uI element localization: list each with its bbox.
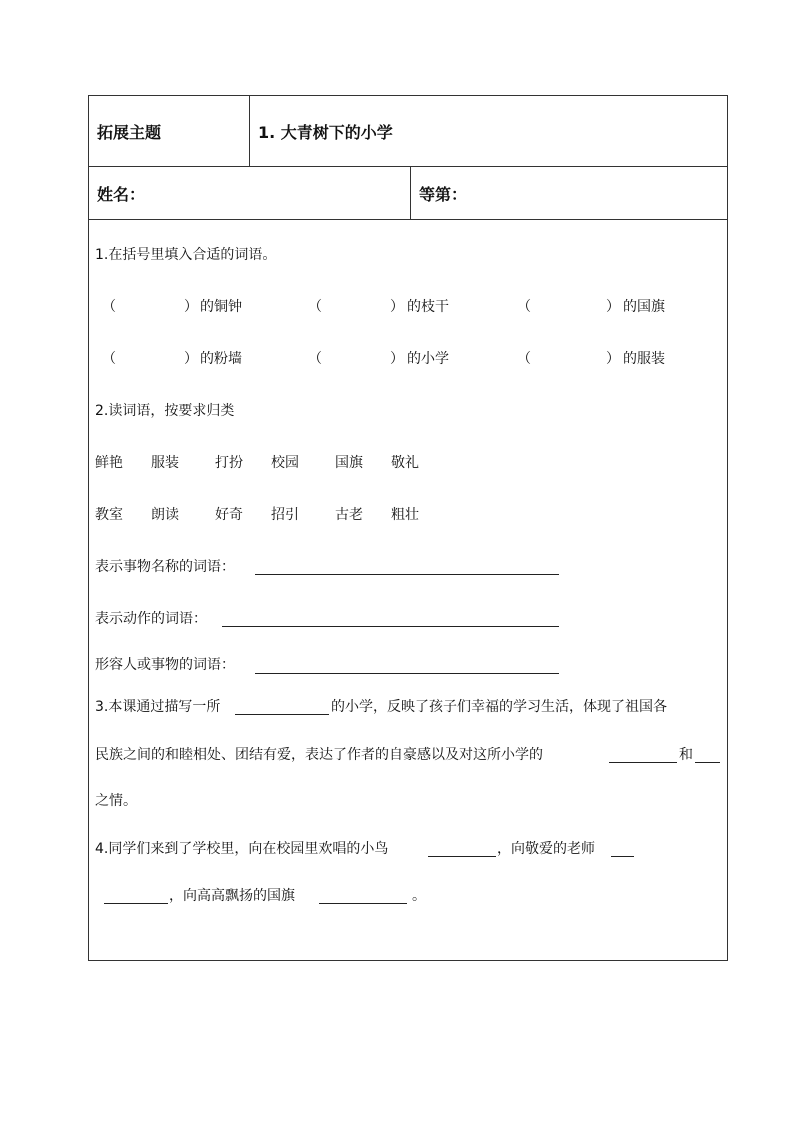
q3-text: 民族之间的和睦相处、团结有爱，表达了作者的自豪感以及对这所小学的 (95, 747, 543, 763)
q2-descr-blank[interactable] (255, 673, 559, 674)
q2-actions-blank[interactable] (222, 626, 559, 627)
q2-word: 好奇 (215, 507, 243, 523)
q1-close-paren: ） (184, 351, 198, 367)
q2-word: 招引 (271, 507, 299, 523)
q2-names-label: 表示事物名称的词语： (95, 559, 235, 575)
q1-open-paren: （ (517, 299, 531, 315)
q1-close-paren: ） (390, 351, 404, 367)
q2-word: 鲜艳 (95, 455, 123, 471)
q2-word: 校园 (271, 455, 299, 471)
q2-word: 粗壮 (391, 507, 419, 523)
q1-open-paren: （ (102, 299, 116, 315)
q2-names-blank[interactable] (255, 574, 559, 575)
q3-text: 和 (679, 747, 693, 763)
name-label: 姓名： (97, 185, 146, 204)
worksheet-table (88, 95, 728, 961)
q1-item-6: 的服装 (623, 351, 665, 367)
q3-blank-1[interactable] (235, 714, 329, 715)
q4-blank-3[interactable] (319, 903, 407, 904)
q1-item-2: 的枝干 (407, 299, 449, 315)
q1-item-4: 的粉墙 (200, 351, 242, 367)
q1-close-paren: ） (184, 299, 198, 315)
q2-descr-label: 形容人或事物的词语： (95, 657, 235, 673)
q1-item-5: 的小学 (407, 351, 449, 367)
q4-text: 4.同学们来到了学校里，向在校园里欢唱的小鸟 (95, 841, 389, 857)
name-grade-row (89, 167, 727, 220)
q2-word: 国旗 (335, 455, 363, 471)
q1-close-paren: ） (606, 299, 620, 315)
q4-text: ，向高高飘扬的国旗 (169, 888, 295, 904)
q4-blank-1[interactable] (428, 856, 496, 857)
header-row (89, 96, 727, 167)
q4-blank-2b[interactable] (104, 903, 168, 904)
q3-blank-3[interactable] (695, 762, 720, 763)
q1-open-paren: （ (308, 299, 322, 315)
q1-open-paren: （ (102, 351, 116, 367)
q2-word: 教室 (95, 507, 123, 523)
q1-open-paren: （ (517, 351, 531, 367)
q1-item-1: 的铜钟 (200, 299, 242, 315)
lesson-title: 1. 大青树下的小学 (258, 123, 393, 142)
q4-text: ，向敬爱的老师 (497, 841, 595, 857)
topic-label: 拓展主题 (97, 123, 162, 142)
q1-item-3: 的国旗 (623, 299, 665, 315)
q1-close-paren: ） (390, 299, 404, 315)
grade-label: 等第： (419, 185, 468, 204)
q3-blank-2[interactable] (609, 762, 677, 763)
q2-prompt: 2.读词语，按要求归类 (95, 403, 235, 419)
q2-word: 敬礼 (391, 455, 419, 471)
q3-text: 3.本课通过描写一所 (95, 699, 221, 715)
q2-word: 古老 (335, 507, 363, 523)
q2-word: 打扮 (215, 455, 243, 471)
q2-word: 朗读 (151, 507, 179, 523)
name-cell (89, 167, 411, 219)
q4-text: 。 (412, 888, 426, 904)
topic-cell (89, 96, 250, 166)
q2-word: 服装 (151, 455, 179, 471)
q4-blank-2a[interactable] (611, 856, 634, 857)
q1-close-paren: ） (606, 351, 620, 367)
q3-text: 的小学，反映了孩子们幸福的学习生活，体现了祖国各 (331, 699, 667, 715)
q1-prompt: 1.在括号里填入合适的词语。 (95, 247, 277, 263)
q2-actions-label: 表示动作的词语： (95, 611, 207, 627)
q1-open-paren: （ (308, 351, 322, 367)
q3-text: 之情。 (95, 793, 137, 809)
